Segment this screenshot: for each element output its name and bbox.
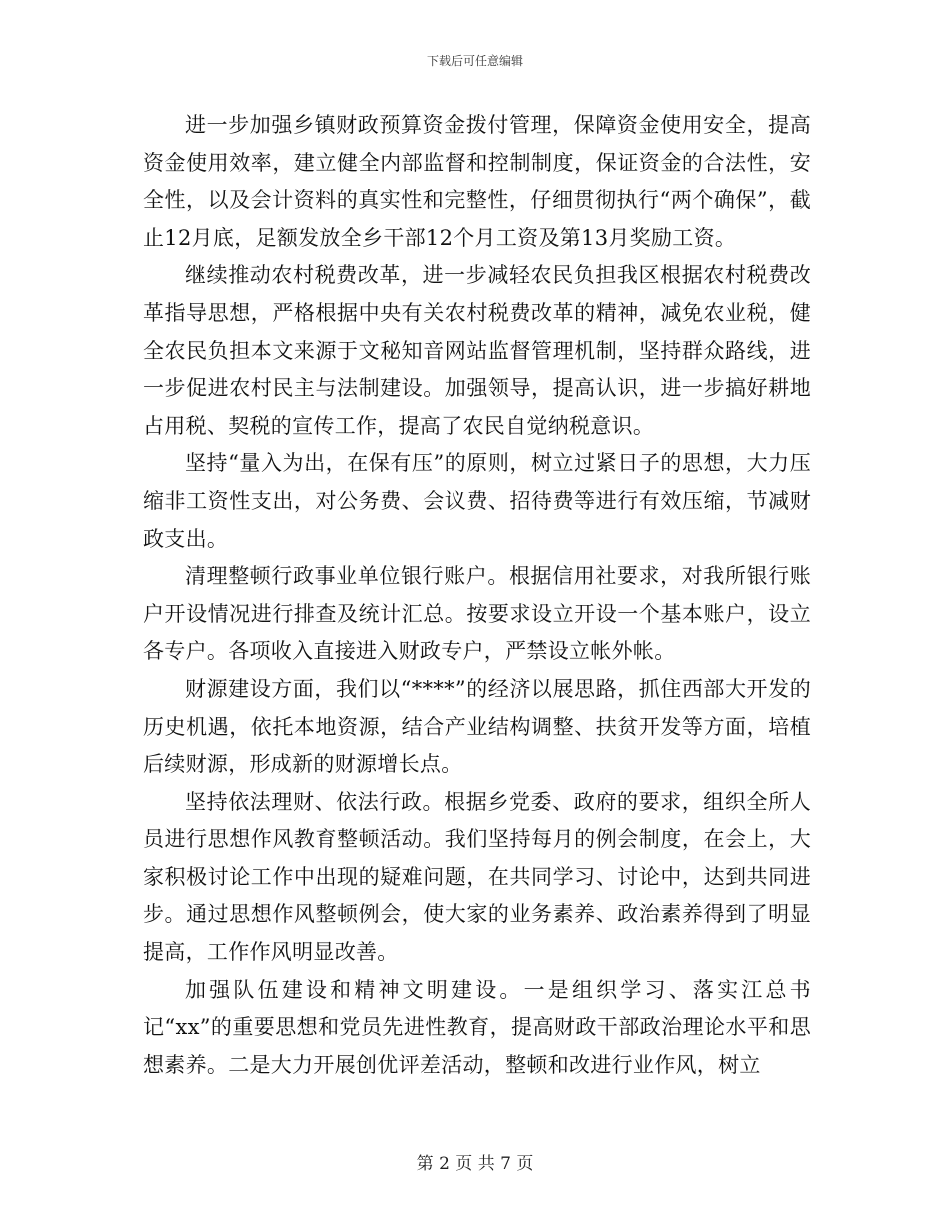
paragraph-4: 清理整顿行政事业单位银行账户。根据信用社要求，对我所银行账户开设情况进行排查及统计汇总。按要求设立开设一个基本账户，设立各专户。各项收入直接进入财政专户，严禁设立帐外帐。 [143, 564, 811, 664]
page-number: 第 2 页 共 7 页 [416, 1154, 534, 1174]
paragraph-1: 进一步加强乡镇财政预算资金拨付管理，保障资金使用安全，提高资金使用效率，建立健全内部监督和控制制度，保证资金的合法性，安全性，以及会计资料的真实性和完整性，仔细贯彻执行“两个确保”，截止12月底，足额发放全乡干部12个月工资及第13月奖励工资。 [143, 113, 811, 250]
page-header-note: 下载后可任意编辑 [426, 54, 523, 68]
paragraph-2: 继续推动农村税费改革，进一步减轻农民负担我区根据农村税费改革指导思想，严格根据中央有关农村税费改革的精神，减免农业税，健全农民负担本文来源于文秘知音网站监督管理机制，坚持群众路线，进一步促进农村民主与法制建设。加强领导，提高认识，进一步搞好耕地占用税、契税的宣传工作，提高了农民自觉纳税意识。 [143, 263, 811, 438]
document-body [143, 107, 811, 1084]
paragraph-5: 财源建设方面，我们以“****”的经济以展思路，抓住西部大开发的历史机遇，依托本地资源，结合产业结构调整、扶贫开发等方面，培植后续财源，形成新的财源增长点。 [143, 676, 811, 777]
paragraph-6: 坚持依法理财、依法行政。根据乡党委、政府的要求，组织全所人员进行思想作风教育整顿活动。我们坚持每月的例会制度，在会上，大家积极讨论工作中出现的疑难问题，在共同学习、讨论中，达到共同进步。通过思想作风整顿例会，使大家的业务素养、政治素养得到了明显提高，工作作风明显改善。 [143, 789, 811, 965]
paragraph-3: 坚持“量入为出，在保有压”的原则，树立过紧日子的思想，大力压缩非工资性支出，对公务费、会议费、招待费等进行有效压缩，节减财政支出。 [143, 451, 811, 551]
paragraph-7: 加强队伍建设和精神文明建设。一是组织学习、落实江总书记“xx”的重要思想和党员先进性教育，提高财政干部政治理论水平和思想素养。二是大力开展创优评差活动，整顿和改进行业作风，树立 [143, 977, 811, 1077]
